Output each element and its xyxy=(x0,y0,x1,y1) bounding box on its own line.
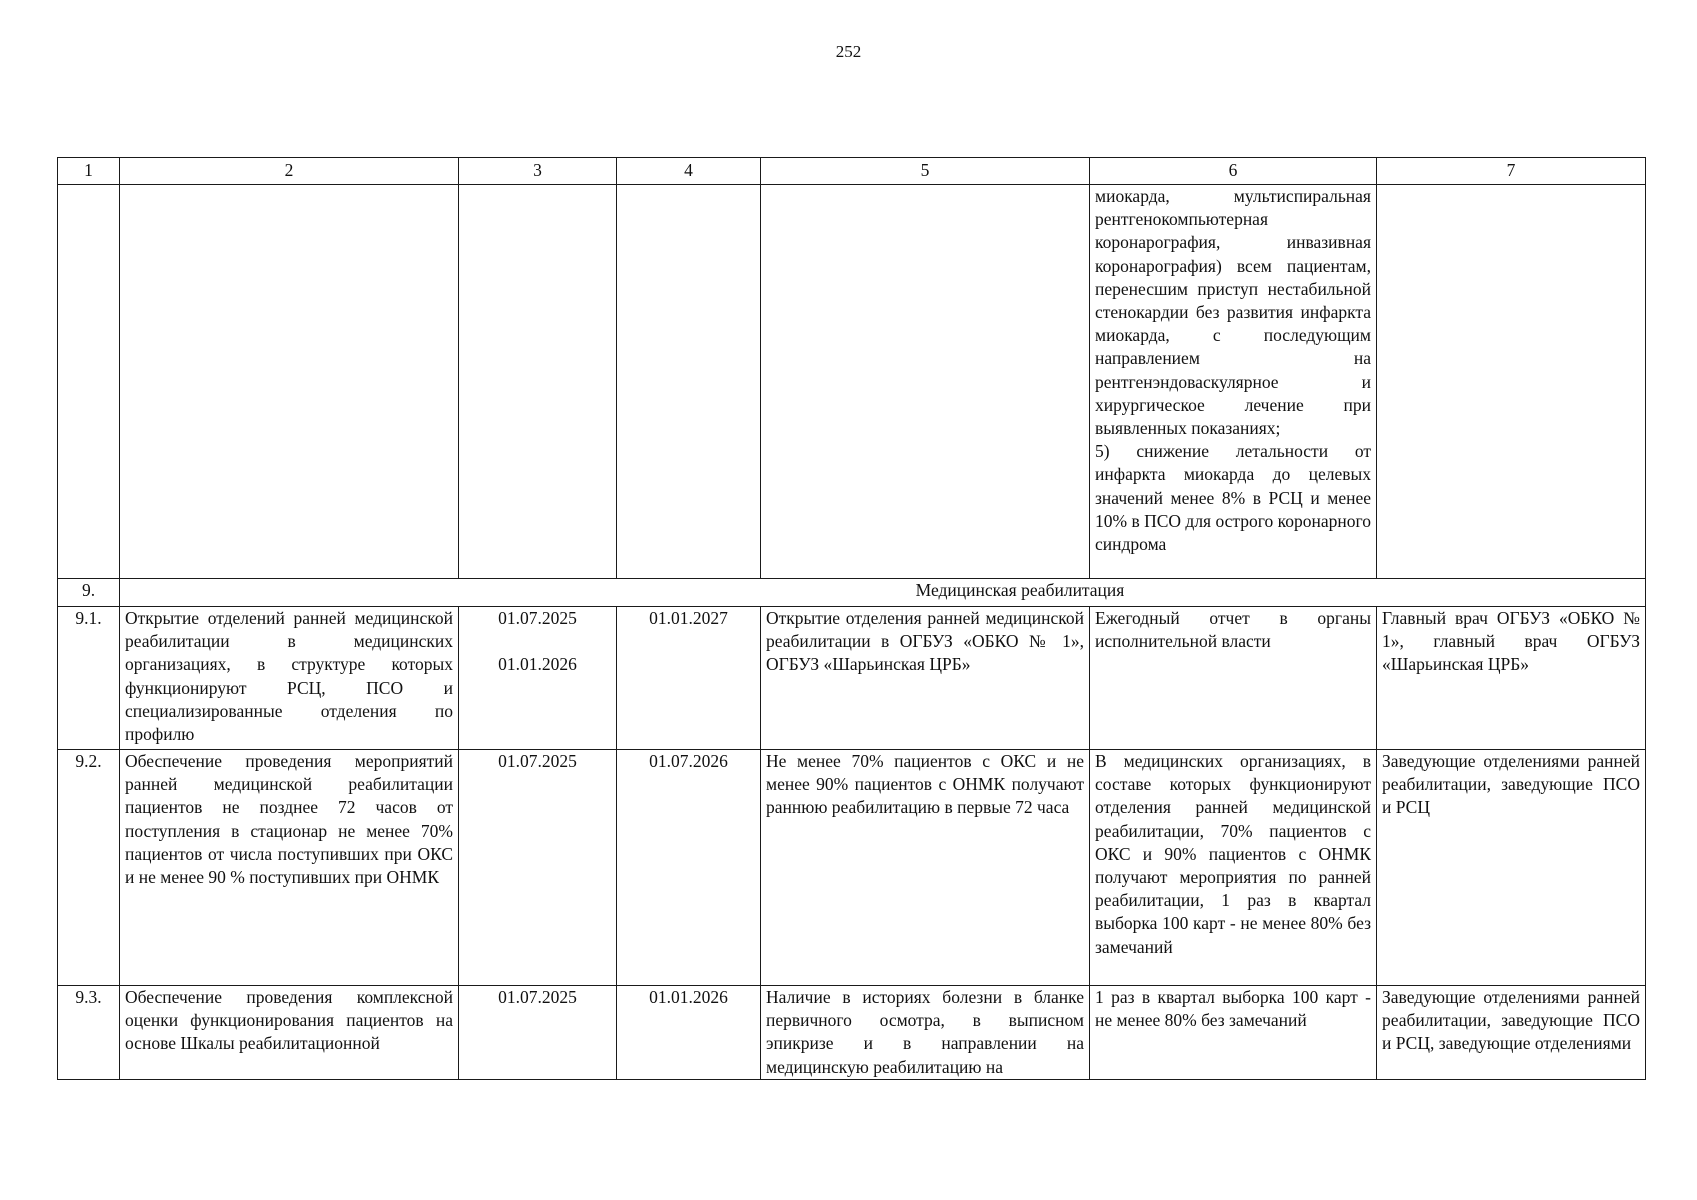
table-row-9-2 xyxy=(58,750,1646,986)
result-cell: Открытие отделения ранней медицинской реабилитации в ОГБУЗ «ОБКО № 1», ОГБУЗ «Шарьинская ЦРБ» xyxy=(761,607,1090,750)
table-cell xyxy=(58,185,120,579)
column-header: 3 xyxy=(459,158,617,185)
row-number: 9.3. xyxy=(58,986,120,1080)
task-cell: Открытие отделений ранней медицинской реабилитации в медицинских организациях, в структуре которых функционируют РСЦ, ПСО и специализированные отделения по профилю xyxy=(120,607,459,750)
end-date-cell: 01.01.2027 xyxy=(617,607,761,750)
responsible-cell: Заведующие отделениями ранней реабилитации, заведующие ПСО и РСЦ, заведующие отделениями xyxy=(1377,986,1646,1080)
indicator-cell: В медицинских организациях, в составе которых функционируют отделения ранней медицинской реабилитации, 70% пациентов с ОКС и 90% пациентов с ОНМК получают мероприятия по ранней реабилитации, 1 раз в квартал выборка 100 карт - не менее 80% без замечаний xyxy=(1090,750,1377,986)
responsible-cell: Заведующие отделениями ранней реабилитации, заведующие ПСО и РСЦ xyxy=(1377,750,1646,986)
section-row xyxy=(58,579,1646,607)
column-header: 2 xyxy=(120,158,459,185)
result-cell: Наличие в историях болезни в бланке первичного осмотра, в выписном эпикризе и в направлении на медицинскую реабилитацию на xyxy=(761,986,1090,1080)
row-number: 9.1. xyxy=(58,607,120,750)
column-header: 6 xyxy=(1090,158,1377,185)
responsible-cell: Главный врач ОГБУЗ «ОБКО № 1», главный врач ОГБУЗ «Шарьинская ЦРБ» xyxy=(1377,607,1646,750)
start-date-cell xyxy=(459,986,617,1080)
table-cell xyxy=(459,185,617,579)
start-date: 01.07.2025 xyxy=(498,608,577,628)
result-cell: Не менее 70% пациентов с ОКС и не менее 90% пациентов с ОНМК получают раннюю реабилитацию в первые 72 часа xyxy=(761,750,1090,986)
row-number: 9.2. xyxy=(58,750,120,986)
table-cell xyxy=(617,185,761,579)
continued-indicator-cell xyxy=(1090,185,1377,579)
column-header: 4 xyxy=(617,158,761,185)
indicator-cell: Ежегодный отчет в органы исполнительной власти xyxy=(1090,607,1377,750)
table-cell xyxy=(1377,185,1646,579)
start-date: 01.07.2025 xyxy=(498,987,577,1007)
start-date-cell xyxy=(459,750,617,986)
task-cell: Обеспечение проведения комплексной оценки функционирования пациентов на основе Шкалы реабилитационной xyxy=(120,986,459,1080)
column-header: 7 xyxy=(1377,158,1646,185)
end-date-cell: 01.01.2026 xyxy=(617,986,761,1080)
start-date-cell xyxy=(459,607,617,750)
section-title: Медицинская реабилитация xyxy=(120,579,1646,607)
section-number: 9. xyxy=(58,579,120,607)
task-cell: Обеспечение проведения мероприятий ранней медицинской реабилитации пациентов не позднее 72 часов от поступления в стационар не менее 70% пациентов от числа поступивших при ОКС и не менее 90 % поступивших при ОНМК xyxy=(120,750,459,986)
indicator-text-fragment: миокарда, мультиспиральная рентгенокомпьютерная коронарография, инвазивная коронарография) всем пациентам, перенесшим приступ нестабильной стенокардии без развития инфаркта миокарда, с последующим направлением на рентгенэндоваскулярное и хирургическое лечение при выявленных показаниях; xyxy=(1095,186,1371,439)
start-date: 01.01.2026 xyxy=(498,654,577,675)
start-date: 01.07.2025 xyxy=(498,751,577,771)
table-cell xyxy=(761,185,1090,579)
end-date-cell: 01.07.2026 xyxy=(617,750,761,986)
indicator-cell: 1 раз в квартал выборка 100 карт - не менее 80% без замечаний xyxy=(1090,986,1377,1080)
column-header: 5 xyxy=(761,158,1090,185)
table-cell xyxy=(120,185,459,579)
indicator-text-fragment: 5) снижение летальности от инфаркта миокарда до целевых значений менее 8% в РСЦ и менее 10% в ПСО для острого коронарного синдрома xyxy=(1095,441,1372,555)
continuation-row xyxy=(58,185,1646,579)
table-row-9-1 xyxy=(58,607,1646,750)
activity-plan-table xyxy=(57,157,1646,1080)
column-header: 1 xyxy=(58,158,120,185)
table-row-9-3 xyxy=(58,986,1646,1080)
column-number-header-row xyxy=(58,158,1646,185)
page-number: 252 xyxy=(835,42,862,61)
